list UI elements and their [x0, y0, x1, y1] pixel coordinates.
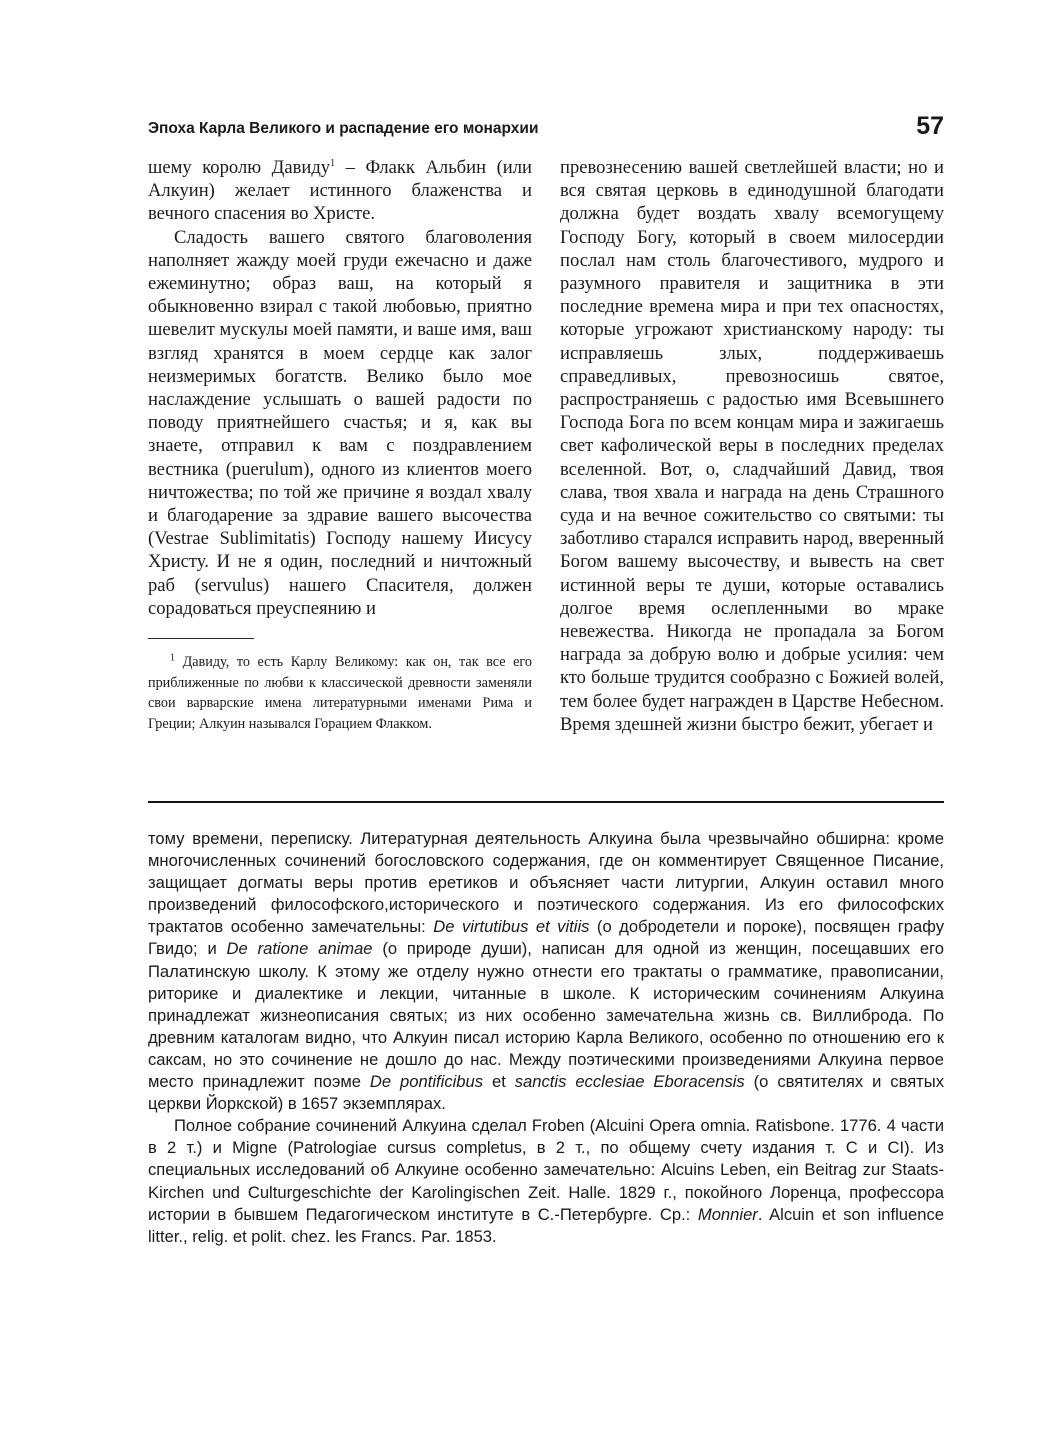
commentary-text: et	[483, 1072, 515, 1092]
footnote	[148, 652, 532, 734]
footnote-marker: 1	[170, 652, 175, 664]
commentary-text: (о природе души), написан для одной из женщин, посещавших его Палатинскую школу. К этому же отделу нужно отнести его трактаты о грамматике, правописании, риторике и диалектике и лекции, читанные в школе. К историческим сочинениям Алкуина принадлежат жизнеописания святых; из них особенно замечательна жизнь св. Виллиброда. По древним каталогам видно, что Алкуин писал историю Карла Великого, особенно по отношению его к саксам, но это сочинение не дошло до нас. Между поэтическими произведениями Алкуина первое место принадлежит поэме	[148, 939, 944, 1092]
letter-column-right	[560, 156, 944, 736]
work-title: De virtutibus et vitiis	[433, 917, 590, 937]
work-title: sanctis ecclesiae Eboracensis	[514, 1072, 745, 1092]
commentary-text: тому времени, переписку. Литературная деятельность Алкуина была чрезвычайно обширна: кроме многочисленных сочинений богословского содержания, где он комментирует Священное Писание, защищает догматы веры против еретиков и объясняет части литургии, Алкуин оставил много произведений философского,исторического и поэтического содержания. Из его философских трактатов особенно замечательны:	[148, 829, 944, 937]
letter-continuation-paragraph: превознесению вашей светлейшей власти; но и вся святая церковь в единодушной благодати должна будет воздать хвалу всемогущему Господу Богу, который в своем милосердии послал нам столь благочестивого, мудрого и разумного правителя и защитника в эти последние времена мира и при тех опасностях, которые угрожают христианскому народу: ты исправляешь злых, поддерживаешь справедливых, превозносишь святое, распространяешь с радостью имя Всевышнего Господа Бога по всем концам мира и зажигаешь свет кафолической веры в последних пределах вселенной. Вот, о, сладчайший Давид, твоя слава, твоя хвала и награда на день Страшного суда и на вечное сожительство со святыми: ты заботливо старался исправить народ, вверенный Богом вашему высочеству, и вывесть на свет истинной веры те души, которые оставались долгое время ослепленными во мраке невежества. Никогда не пропадала за Богом награда за добрую волю и добрые усилия: чем кто больше трудится сообразно с Божией волей, тем более будет награжден в Царстве Небесном. Время здешней жизни быстро бежит, убегает и	[560, 157, 944, 735]
commentary-text: (о добродетели и пороке), посвящен графу Гвидо; и	[148, 917, 944, 959]
work-title: De ratione animae	[226, 939, 373, 959]
letter-body-paragraph: Сладость вашего святого благоволения наполняет жажду моей груди ежечасно и даже ежеминутно; образ ваш, на который я обыкновенно взирал с такой любовью, приятно шевелит мускулы моей памяти, и ваше имя, ваш взгляд хранятся в моем сердце как залог неизмеримых богатств. Велико было мое наслаждение услышать о вашей радости по поводу приятнейшего счастья; и я, как вы знаете, отправил к вам с поздравлением вестника (puerulum), одного из клиентов моего ничтожества; по той же причине я воздал хвалу и благодарение за здравие вашего высочества (Vestrae Sublimitatis) Господу нашему Иисусу Христу. И не я один, последний и ничтожный раб (servulus) нашего Спасителя, должен сорадоваться преуспеянию и	[148, 226, 532, 619]
letter-column-left	[148, 156, 532, 620]
commentary-text: Полное собрание сочинений Алкуина сделал Froben (Alcuini Opera omnia. Ratisbone. 1776. 4 части в 2 т.) и Migne (Patrologiae cursus completus, в 2 т., по общему счету издания т. C и CI). Из специальных исследований об Алкуине особенно замечательно: Alcuins Leben, ein Beitrag zur Staats-Kirchen und Culturgeschichte der Karolingischen Zeit. Halle. 1829 г., покойного Лоренца, профессора истории в бывшем Педагогическом институте в С.-Петербурге. Ср.:	[148, 1116, 944, 1224]
commentary-section	[148, 828, 944, 1248]
commentary-paragraph-2	[148, 1115, 944, 1248]
running-title: Эпоха Карла Великого и распадение его монархии	[148, 120, 539, 137]
commentary-paragraph-1	[148, 828, 944, 1115]
work-title: De pontificibus	[369, 1072, 484, 1092]
section-divider	[148, 801, 944, 803]
letter-opening-rest: – Флакк Альбин (или Алкуин) желает истинного блаженства и вечного спасения во Христе.	[148, 157, 532, 225]
letter-opening-paragraph	[148, 156, 532, 226]
footnote-divider	[148, 638, 254, 639]
commentary-text: (о святителях и святых церкви Йоркской) в 1657 экземплярах.	[148, 1072, 945, 1114]
footnote-reference[interactable]: 1	[330, 157, 336, 169]
commentary-text: . Alcuin et son influence litter., relig. et polit. chez. les Francs. Par. 1853.	[148, 1204, 944, 1246]
footnote-text: Давиду, то есть Карлу Великому: как он, так все его приближенные по любви к классической древности заменяли свои варварские имена литературными именами Рима и Греции; Алкуин назывался Горацием Флакком.	[148, 654, 532, 732]
letter-opening-text: шему королю Давиду	[148, 157, 331, 178]
author-name: Monnier	[697, 1204, 758, 1224]
page-header	[148, 112, 944, 146]
footnote-text-block	[148, 652, 532, 734]
page-number: 57	[916, 112, 944, 140]
